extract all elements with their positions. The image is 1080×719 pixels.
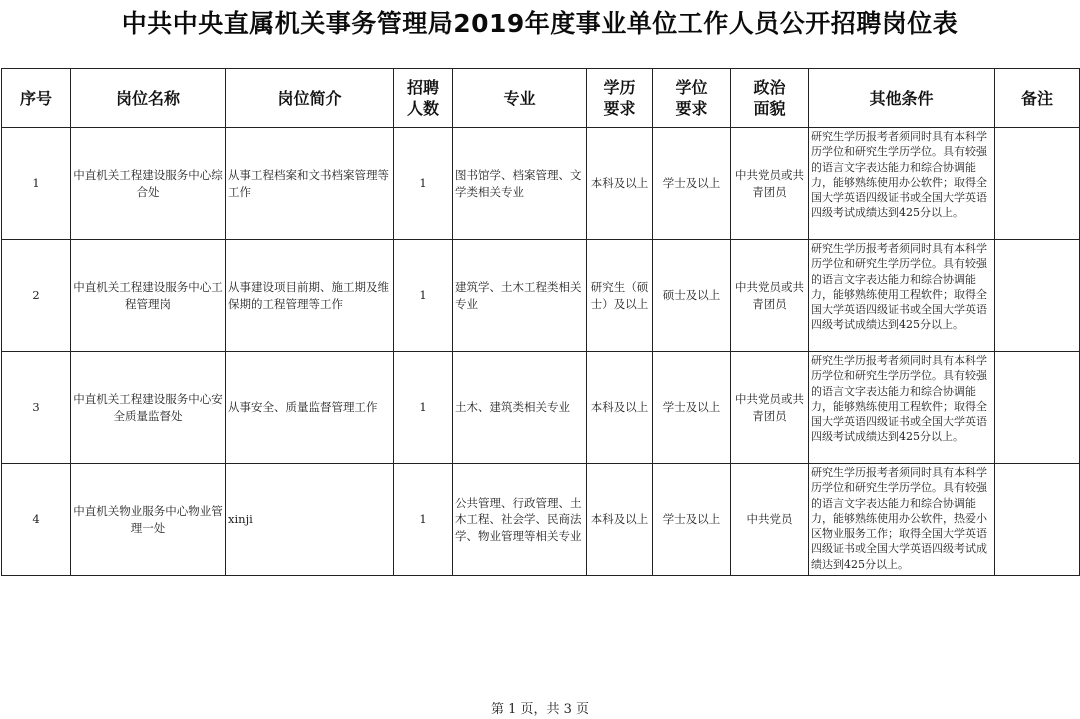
cell-education: 研究生（硕士）及以上 <box>587 240 653 352</box>
cell-political: 中共党员或共青团员 <box>731 240 809 352</box>
cell-political: 中共党员 <box>731 464 809 576</box>
recruitment-table <box>1 68 1080 576</box>
page-number: 第 1 页，共 3 页 <box>490 702 590 717</box>
cell-count: 1 <box>394 128 453 240</box>
header-degree <box>653 69 731 128</box>
cell-degree: 学士及以上 <box>653 464 731 576</box>
cell-education: 本科及以上 <box>587 464 653 576</box>
cell-education: 本科及以上 <box>587 352 653 464</box>
table-header <box>2 69 1080 128</box>
cell-other-conditions: 研究生学历报考者须同时具有本科学历学位和研究生学历学位。具有较强的语言文字表达能力和综合协调能力，能够熟练使用工程软件；取得全国大学英语四级证书或全国大学英语四级考试成绩达到425分以上。 <box>809 352 995 464</box>
header-count-line2: 人数 <box>406 99 439 118</box>
cell-position-desc: xinji <box>226 464 394 576</box>
header-political-line2: 面貌 <box>753 99 786 118</box>
header-political-line1: 政治 <box>753 78 786 97</box>
table-row <box>2 128 1080 240</box>
cell-other-conditions: 研究生学历报考者须同时具有本科学历学位和研究生学历学位。具有较强的语言文字表达能力和综合协调能力，能够熟练使用工程软件；取得全国大学英语四级证书或全国大学英语四级考试成绩达到425分以上。 <box>809 240 995 352</box>
header-degree-line1: 学位 <box>675 78 708 97</box>
table-row <box>2 352 1080 464</box>
page-title: 中共中央直属机关事务管理局2019年度事业单位工作人员公开招聘岗位表 <box>121 9 959 38</box>
cell-political: 中共党员或共青团员 <box>731 128 809 240</box>
cell-count: 1 <box>394 464 453 576</box>
header-education-line2: 要求 <box>603 99 636 118</box>
header-position-desc: 岗位简介 <box>226 69 394 128</box>
header-other-conditions: 其他条件 <box>809 69 995 128</box>
cell-note <box>995 352 1080 464</box>
cell-note <box>995 128 1080 240</box>
cell-other-conditions: 研究生学历报考者须同时具有本科学历学位和研究生学历学位。具有较强的语言文字表达能力和综合协调能力，能够熟练使用办公软件；取得全国大学英语四级证书或全国大学英语四级考试成绩达到425分以上。 <box>809 128 995 240</box>
table-row <box>2 464 1080 576</box>
cell-count: 1 <box>394 352 453 464</box>
cell-degree: 硕士及以上 <box>653 240 731 352</box>
header-education-line1: 学历 <box>603 78 636 97</box>
cell-seq: 2 <box>2 240 71 352</box>
cell-degree: 学士及以上 <box>653 352 731 464</box>
cell-position-desc: 从事建设项目前期、施工期及维保期的工程管理等工作 <box>226 240 394 352</box>
cell-degree: 学士及以上 <box>653 128 731 240</box>
cell-position-name: 中直机关工程建设服务中心工程管理岗 <box>71 240 226 352</box>
header-row <box>2 69 1080 128</box>
cell-note <box>995 464 1080 576</box>
cell-position-name: 中直机关工程建设服务中心综合处 <box>71 128 226 240</box>
cell-position-name: 中直机关物业服务中心物业管理一处 <box>71 464 226 576</box>
header-major: 专业 <box>453 69 587 128</box>
cell-note <box>995 240 1080 352</box>
cell-position-name: 中直机关工程建设服务中心安全质量监督处 <box>71 352 226 464</box>
header-count-line1: 招聘 <box>406 78 439 97</box>
cell-education: 本科及以上 <box>587 128 653 240</box>
header-education <box>587 69 653 128</box>
header-position-name: 岗位名称 <box>71 69 226 128</box>
header-count <box>394 69 453 128</box>
cell-position-desc: 从事安全、质量监督管理工作 <box>226 352 394 464</box>
cell-political: 中共党员或共青团员 <box>731 352 809 464</box>
header-political <box>731 69 809 128</box>
cell-major: 公共管理、行政管理、土木工程、社会学、民商法学、物业管理等相关专业 <box>453 464 587 576</box>
cell-count: 1 <box>394 240 453 352</box>
cell-major: 建筑学、土木工程类相关专业 <box>453 240 587 352</box>
cell-other-conditions: 研究生学历报考者须同时具有本科学历学位和研究生学历学位。具有较强的语言文字表达能力和综合协调能力，能够熟练使用办公软件，热爱小区物业服务工作；取得全国大学英语四级证书或全国大学英语四级考试成绩达到425分以上。 <box>809 464 995 576</box>
cell-position-desc: 从事工程档案和文书档案管理等工作 <box>226 128 394 240</box>
header-degree-line2: 要求 <box>675 99 708 118</box>
header-note: 备注 <box>995 69 1080 128</box>
cell-major: 图书馆学、档案管理、文学类相关专业 <box>453 128 587 240</box>
cell-major: 土木、建筑类相关专业 <box>453 352 587 464</box>
cell-seq: 1 <box>2 128 71 240</box>
table-row <box>2 240 1080 352</box>
header-seq: 序号 <box>2 69 71 128</box>
table-body <box>2 128 1080 576</box>
cell-seq: 3 <box>2 352 71 464</box>
cell-seq: 4 <box>2 464 71 576</box>
